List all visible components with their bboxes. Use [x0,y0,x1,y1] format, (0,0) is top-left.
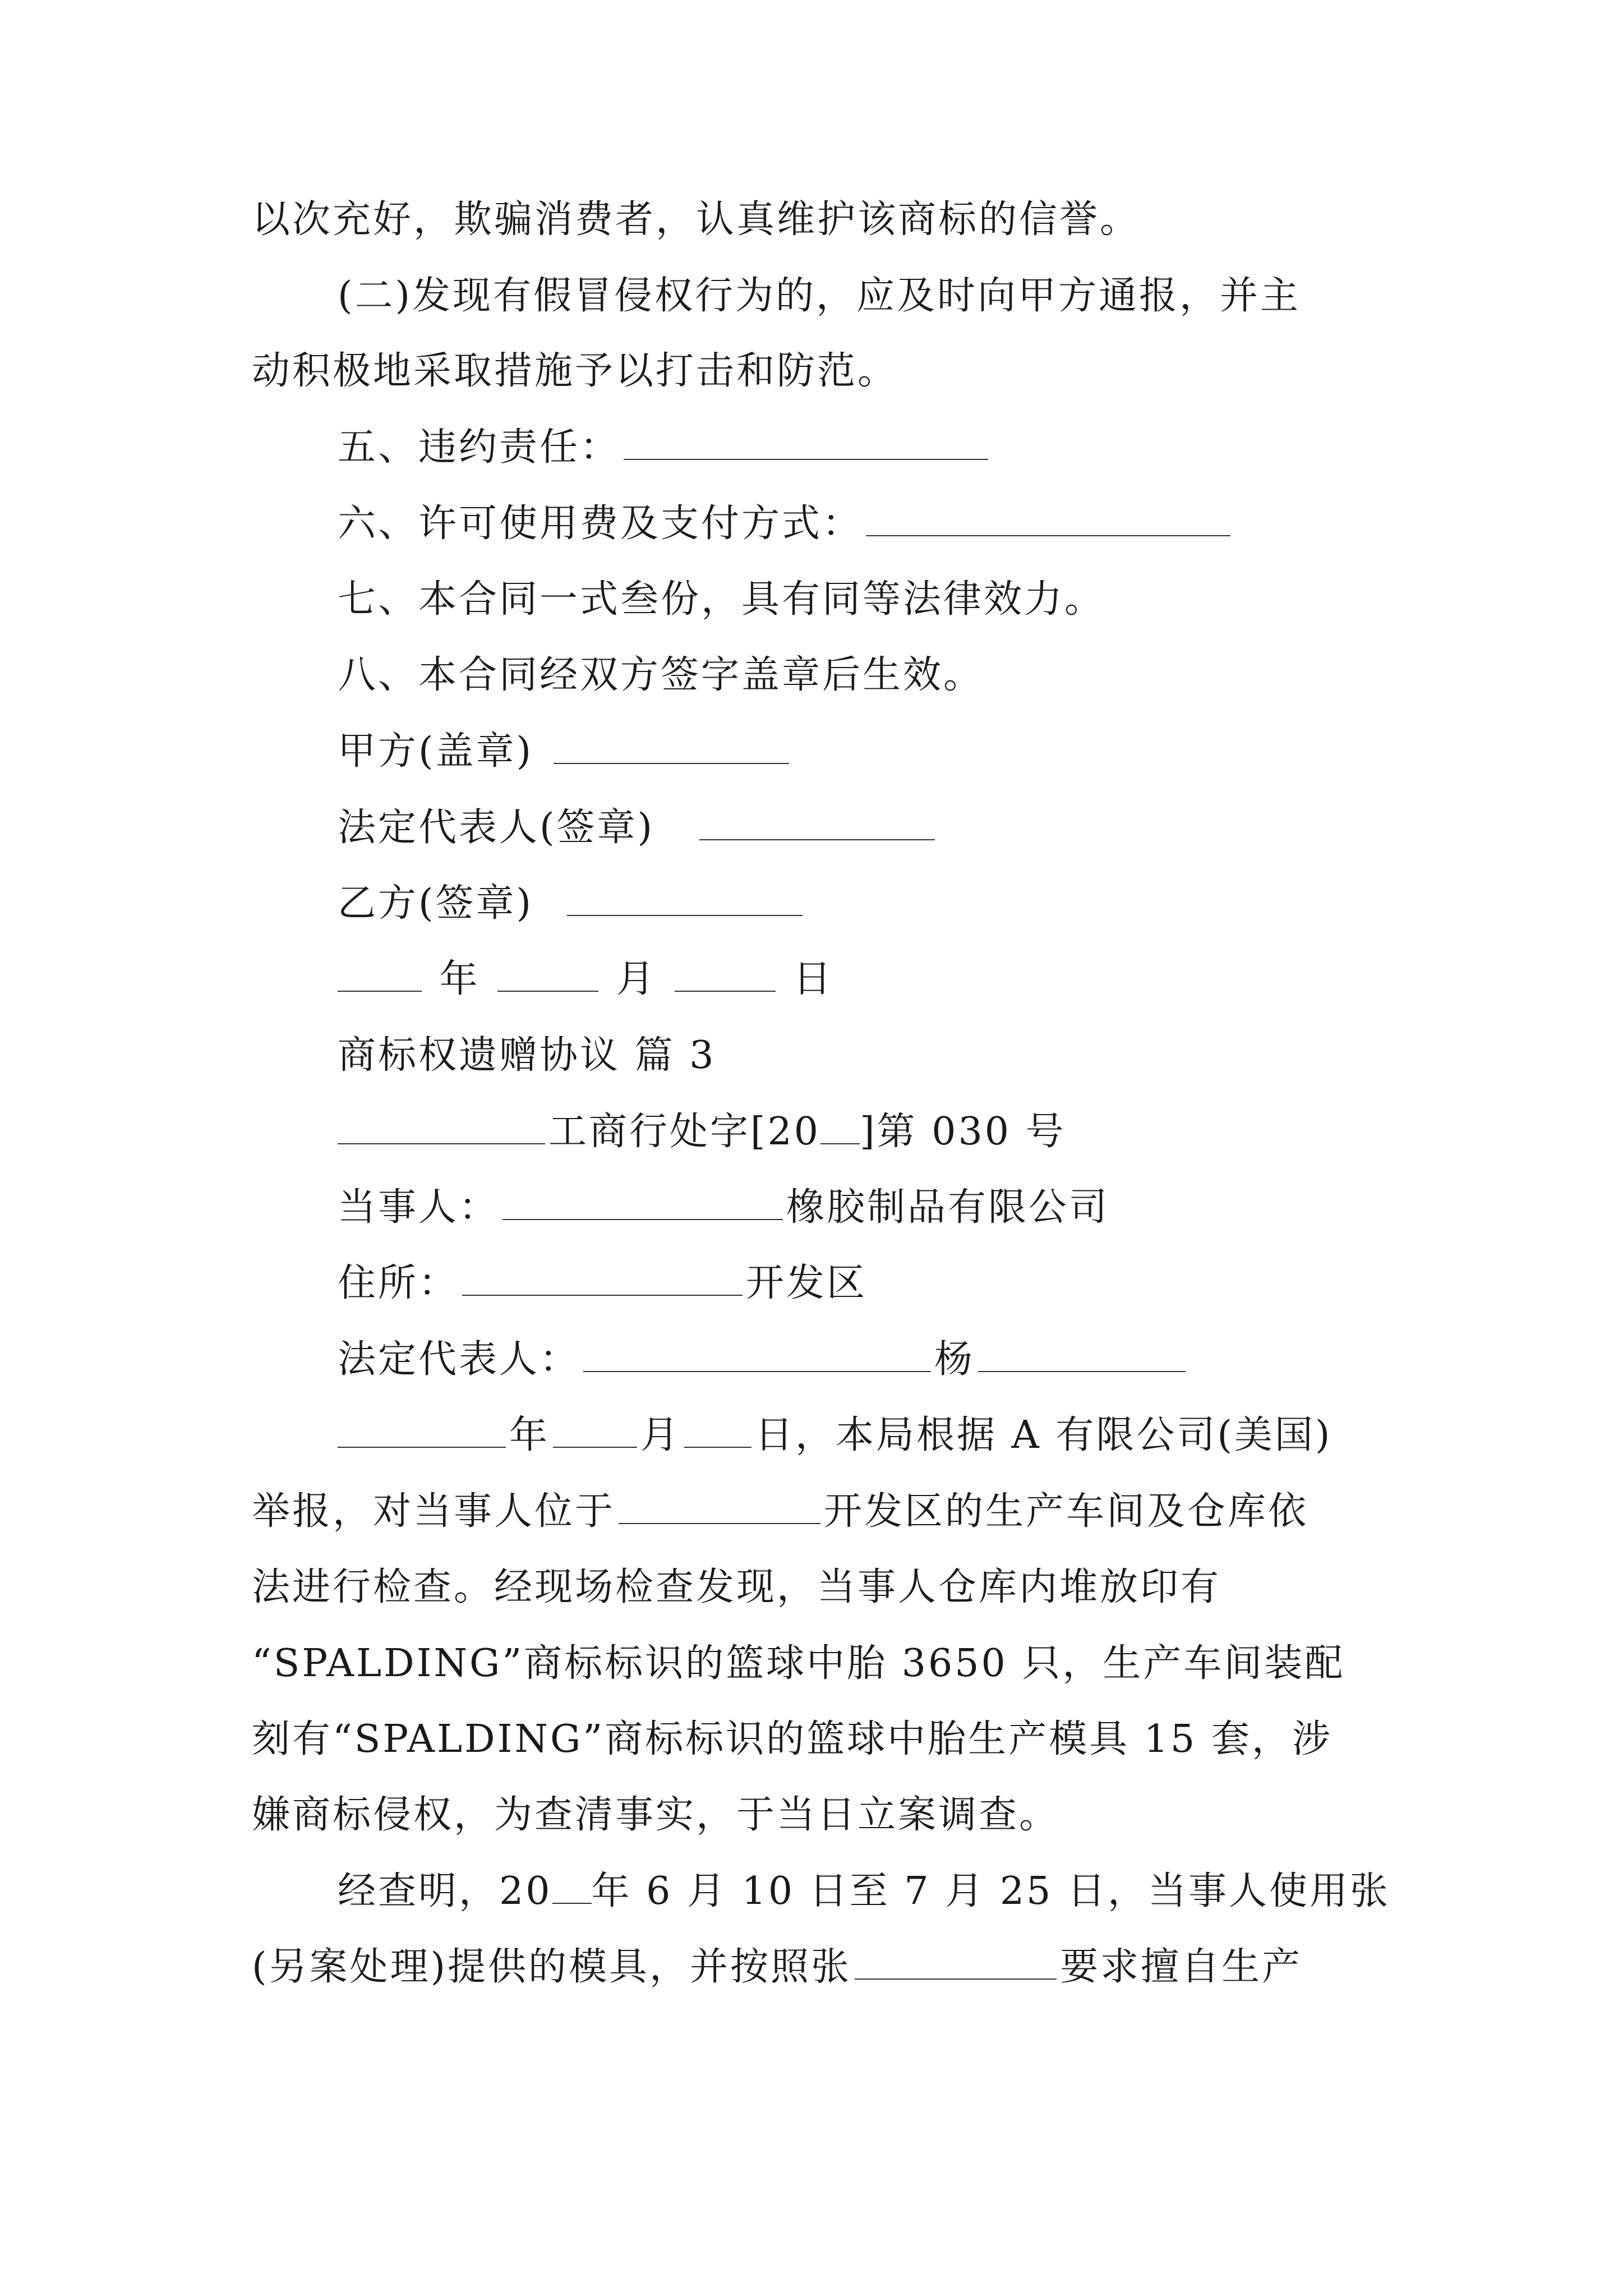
text-segment: 橡胶制品有限公司 [786,1185,1110,1230]
signature-label: 法定代表人(签章) [338,806,655,850]
party-line [338,1181,1109,1235]
fill-in-blank [583,1338,931,1372]
paragraph-line-1 [252,193,1140,247]
text-segment: 工商行处字[20 [548,1110,821,1154]
paragraph-line [252,1485,1308,1539]
text-segment: 举报，对当事人位于 [252,1489,616,1534]
text-segment: 嫌商标侵权，为查清事实，于当日立案调查。 [252,1793,1060,1837]
fill-in-blank [553,1414,637,1448]
field-label: 法定代表人： [338,1337,580,1382]
month-blank [497,958,598,992]
text-segment: 开发区 [746,1261,868,1305]
field-label: 当事人： [338,1185,500,1230]
address-line [338,1257,867,1310]
heading-text: 商标权遗赠协议 篇 3 [338,1033,716,1078]
signature-blank [699,807,935,840]
legal-rep-seal-line [338,801,938,855]
text-segment: 开发区的生产车间及仓库依 [824,1489,1309,1534]
clause-label: 五、违约责任： [338,425,621,470]
clause-7-line [338,573,1105,627]
text-segment: ]第 030 号 [860,1110,1066,1154]
paragraph-line-2 [338,269,1301,323]
fill-in-blank [624,426,988,460]
fill-in-blank [619,1490,820,1524]
paragraph-line [338,1865,1390,1918]
signature-label: 乙方(签章) [338,881,534,926]
clause-label: 六、许可使用费及支付方式： [338,501,863,546]
text-segment: 刻有“SPALDING”商标标识的篮球中胎生产模具 15 套，涉 [252,1717,1332,1761]
section-heading [338,1029,716,1083]
text-segment: 月 [640,1413,681,1457]
month-label: 月 [616,957,657,1001]
text-segment: 经查明，20 [338,1869,552,1913]
fill-in-blank [866,503,1230,536]
clause-8-line [338,648,984,702]
text-segment: 八、本合同经双方签字盖章后生效。 [338,653,984,697]
signature-blank [567,882,803,916]
text-segment: 法进行检查。经现场检查发现，当事人仓库内堆放印有 [252,1565,1221,1609]
paragraph-line [252,1940,1302,1994]
fill-in-blank [462,1262,743,1296]
clause-6-line [338,497,1234,551]
case-number-line [338,1105,1066,1159]
day-blank [675,958,776,992]
paragraph-line [252,1713,1332,1766]
paragraph-line [252,1637,1345,1691]
date-line [338,953,833,1006]
party-a-seal-line [338,725,792,779]
text-segment: 动积极地采取措施予以打击和防范。 [252,349,898,393]
text-segment: 要求擅自生产 [1060,1945,1303,1989]
year-label: 年 [439,957,480,1001]
day-label: 日 [793,957,834,1001]
fill-in-blank [684,1414,751,1448]
clause-5-line [338,421,992,475]
text-segment: “SPALDING”商标标识的篮球中胎 3650 只，生产车间装配 [252,1641,1345,1686]
field-label: 住所： [338,1261,459,1305]
text-segment: 年 6 月 10 日至 7 月 25 日，当事人使用张 [591,1869,1391,1913]
text-segment: 以次充好，欺骗消费者，认真维护该商标的信誉。 [252,197,1141,242]
fill-in-blank [502,1186,783,1220]
fill-in-blank [338,1414,506,1448]
year-blank [338,958,422,992]
fill-in-blank [855,1946,1057,1980]
paragraph-line-3 [252,344,898,398]
paragraph-line [252,1561,1221,1614]
text-segment: 七、本合同一式叁份，具有同等法律效力。 [338,577,1105,622]
fill-in-blank [338,1111,545,1144]
party-b-seal-line [338,877,806,931]
text-segment: 日，本局根据 A 有限公司(美国) [755,1413,1332,1457]
fill-in-blank [820,1111,860,1144]
fill-in-blank [552,1870,592,1904]
signature-blank [554,730,789,764]
fill-in-blank [978,1338,1186,1372]
signature-label: 甲方(盖章) [338,729,534,774]
text-segment: (另案处理)提供的模具，并按照张 [252,1945,852,1989]
text-segment: 杨 [934,1337,975,1382]
text-segment: 年 [509,1413,550,1457]
paragraph-line [252,1788,1059,1842]
text-segment: (二)发现有假冒侵权行为的，应及时向甲方通报，并主 [338,274,1301,318]
paragraph-line [338,1409,1332,1462]
legal-representative-line [338,1333,1189,1387]
